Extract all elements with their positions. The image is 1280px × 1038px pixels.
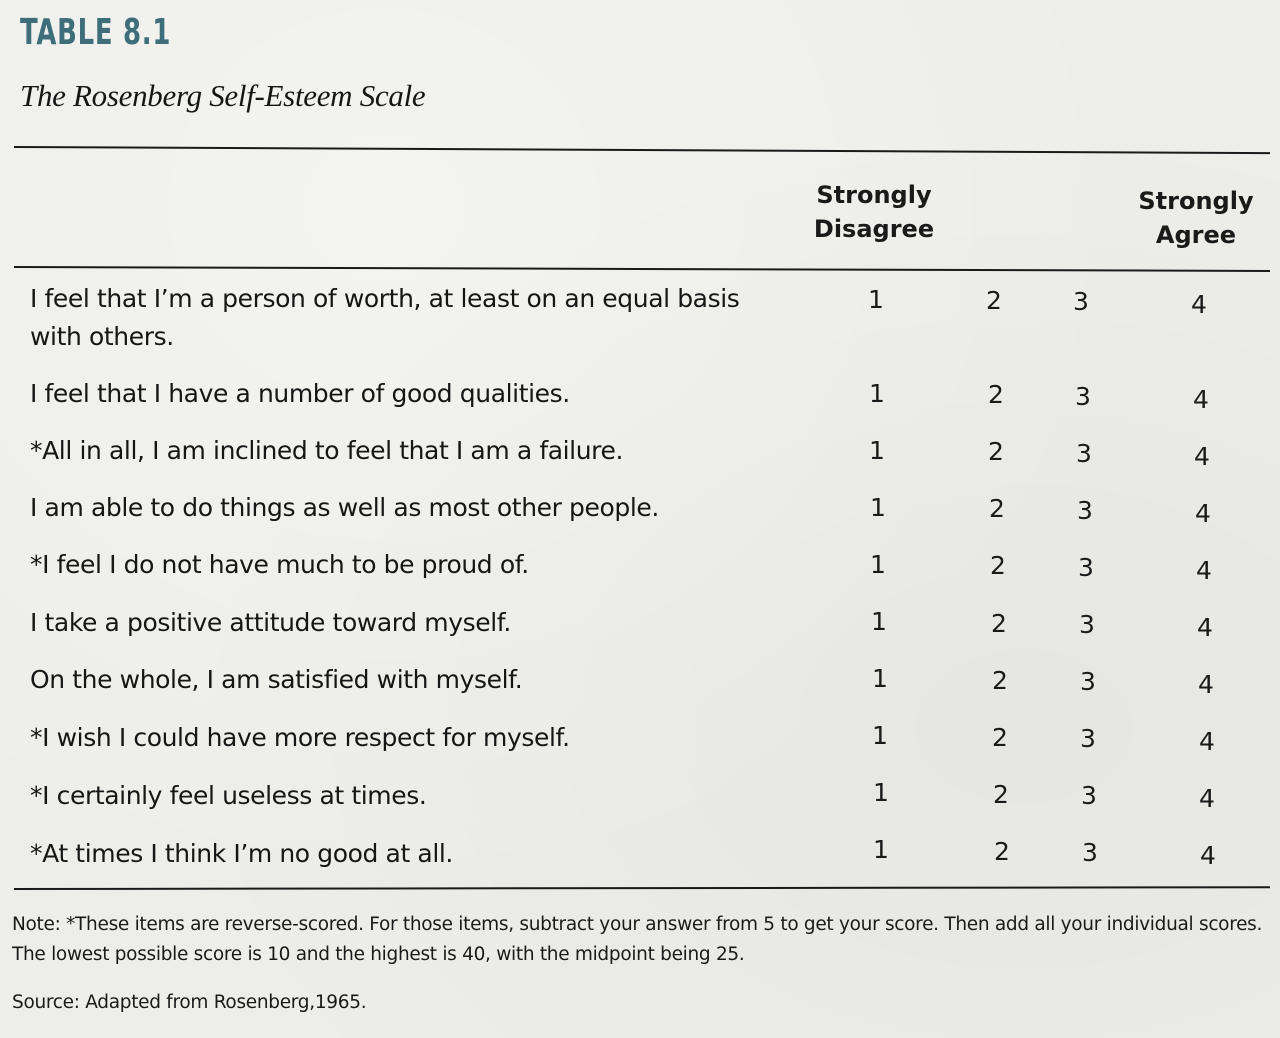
- scale-value-3: 3: [1078, 553, 1094, 582]
- scale-value-1: 1: [871, 607, 887, 636]
- scale-value-4: 4: [1198, 670, 1214, 699]
- scale-value-2: 2: [989, 494, 1005, 523]
- column-header-strongly-disagree: [808, 178, 940, 246]
- scale-value-3: 3: [1076, 439, 1092, 468]
- column-header-strongly-agree: [1130, 184, 1262, 252]
- header-line: Strongly: [816, 181, 932, 209]
- table-number: TABLE 8.1: [20, 12, 172, 53]
- scale-value-2: 2: [988, 437, 1004, 466]
- scale-value-1: 1: [872, 664, 888, 693]
- scale-value-2: 2: [990, 551, 1006, 580]
- scale-value-1: 1: [870, 493, 886, 522]
- scale-value-1: 1: [872, 721, 888, 750]
- scoring-note: Note: *These items are reverse-scored. For those items, subtract your answer from 5 to get your score. Then add all your individual scores. The lowest possible score is 10 and the highest is 40, with the midpoint being 25.: [12, 914, 1263, 965]
- bottom-rule: [14, 886, 1270, 890]
- scale-value-2: 2: [992, 666, 1008, 695]
- scale-value-2: 2: [986, 286, 1002, 315]
- scale-value-2: 2: [994, 837, 1010, 866]
- header-line: Agree: [1155, 221, 1237, 249]
- scale-value-1: 1: [870, 550, 886, 579]
- scale-value-4: 4: [1196, 556, 1212, 585]
- item-statement: I am able to do things as well as most other people.: [30, 493, 659, 522]
- scale-value-1: 1: [873, 835, 889, 864]
- item-statement: I feel that I’m a person of worth, at least on an equal basis with others.: [30, 284, 740, 351]
- item-statement: I feel that I have a number of good qualities.: [30, 379, 570, 408]
- scale-value-2: 2: [993, 780, 1009, 809]
- scale-value-3: 3: [1075, 382, 1091, 411]
- scale-value-3: 3: [1080, 724, 1096, 753]
- scale-value-4: 4: [1199, 784, 1215, 813]
- source-citation: Source: Adapted from Rosenberg,1965.: [12, 992, 367, 1013]
- item-statement: *All in all, I am inclined to feel that I am a failure.: [30, 436, 624, 465]
- item-statement: *I wish I could have more respect for myself.: [30, 723, 570, 752]
- scale-value-4: 4: [1199, 727, 1215, 756]
- item-statement: On the whole, I am satisfied with myself.: [30, 665, 523, 694]
- item-statement: *I certainly feel useless at times.: [30, 781, 427, 810]
- item-statement: *I feel I do not have much to be proud of.: [30, 550, 529, 579]
- table-title: The Rosenberg Self-Esteem Scale: [20, 78, 426, 113]
- scale-value-4: 4: [1197, 613, 1213, 642]
- scale-value-1: 1: [869, 436, 885, 465]
- scale-value-4: 4: [1194, 442, 1210, 471]
- header-rule: [14, 266, 1270, 272]
- header-line: Strongly: [1138, 187, 1254, 215]
- scale-value-2: 2: [988, 380, 1004, 409]
- scale-value-1: 1: [873, 778, 889, 807]
- scale-value-2: 2: [992, 723, 1008, 752]
- header-line: Disagree: [813, 215, 935, 243]
- scale-value-3: 3: [1073, 287, 1089, 316]
- top-rule: [14, 146, 1270, 154]
- scale-value-3: 3: [1079, 610, 1095, 639]
- item-statement: I take a positive attitude toward myself.: [30, 608, 511, 637]
- scale-value-3: 3: [1080, 667, 1096, 696]
- scale-value-1: 1: [868, 285, 884, 314]
- scale-value-4: 4: [1195, 499, 1211, 528]
- scale-value-2: 2: [991, 609, 1007, 638]
- scale-value-1: 1: [869, 379, 885, 408]
- scale-value-4: 4: [1191, 290, 1207, 319]
- scale-value-3: 3: [1077, 496, 1093, 525]
- scale-value-3: 3: [1082, 838, 1098, 867]
- item-statement: *At times I think I’m no good at all.: [30, 839, 453, 868]
- scale-value-4: 4: [1200, 841, 1216, 870]
- scale-value-4: 4: [1193, 385, 1209, 414]
- scale-value-3: 3: [1081, 781, 1097, 810]
